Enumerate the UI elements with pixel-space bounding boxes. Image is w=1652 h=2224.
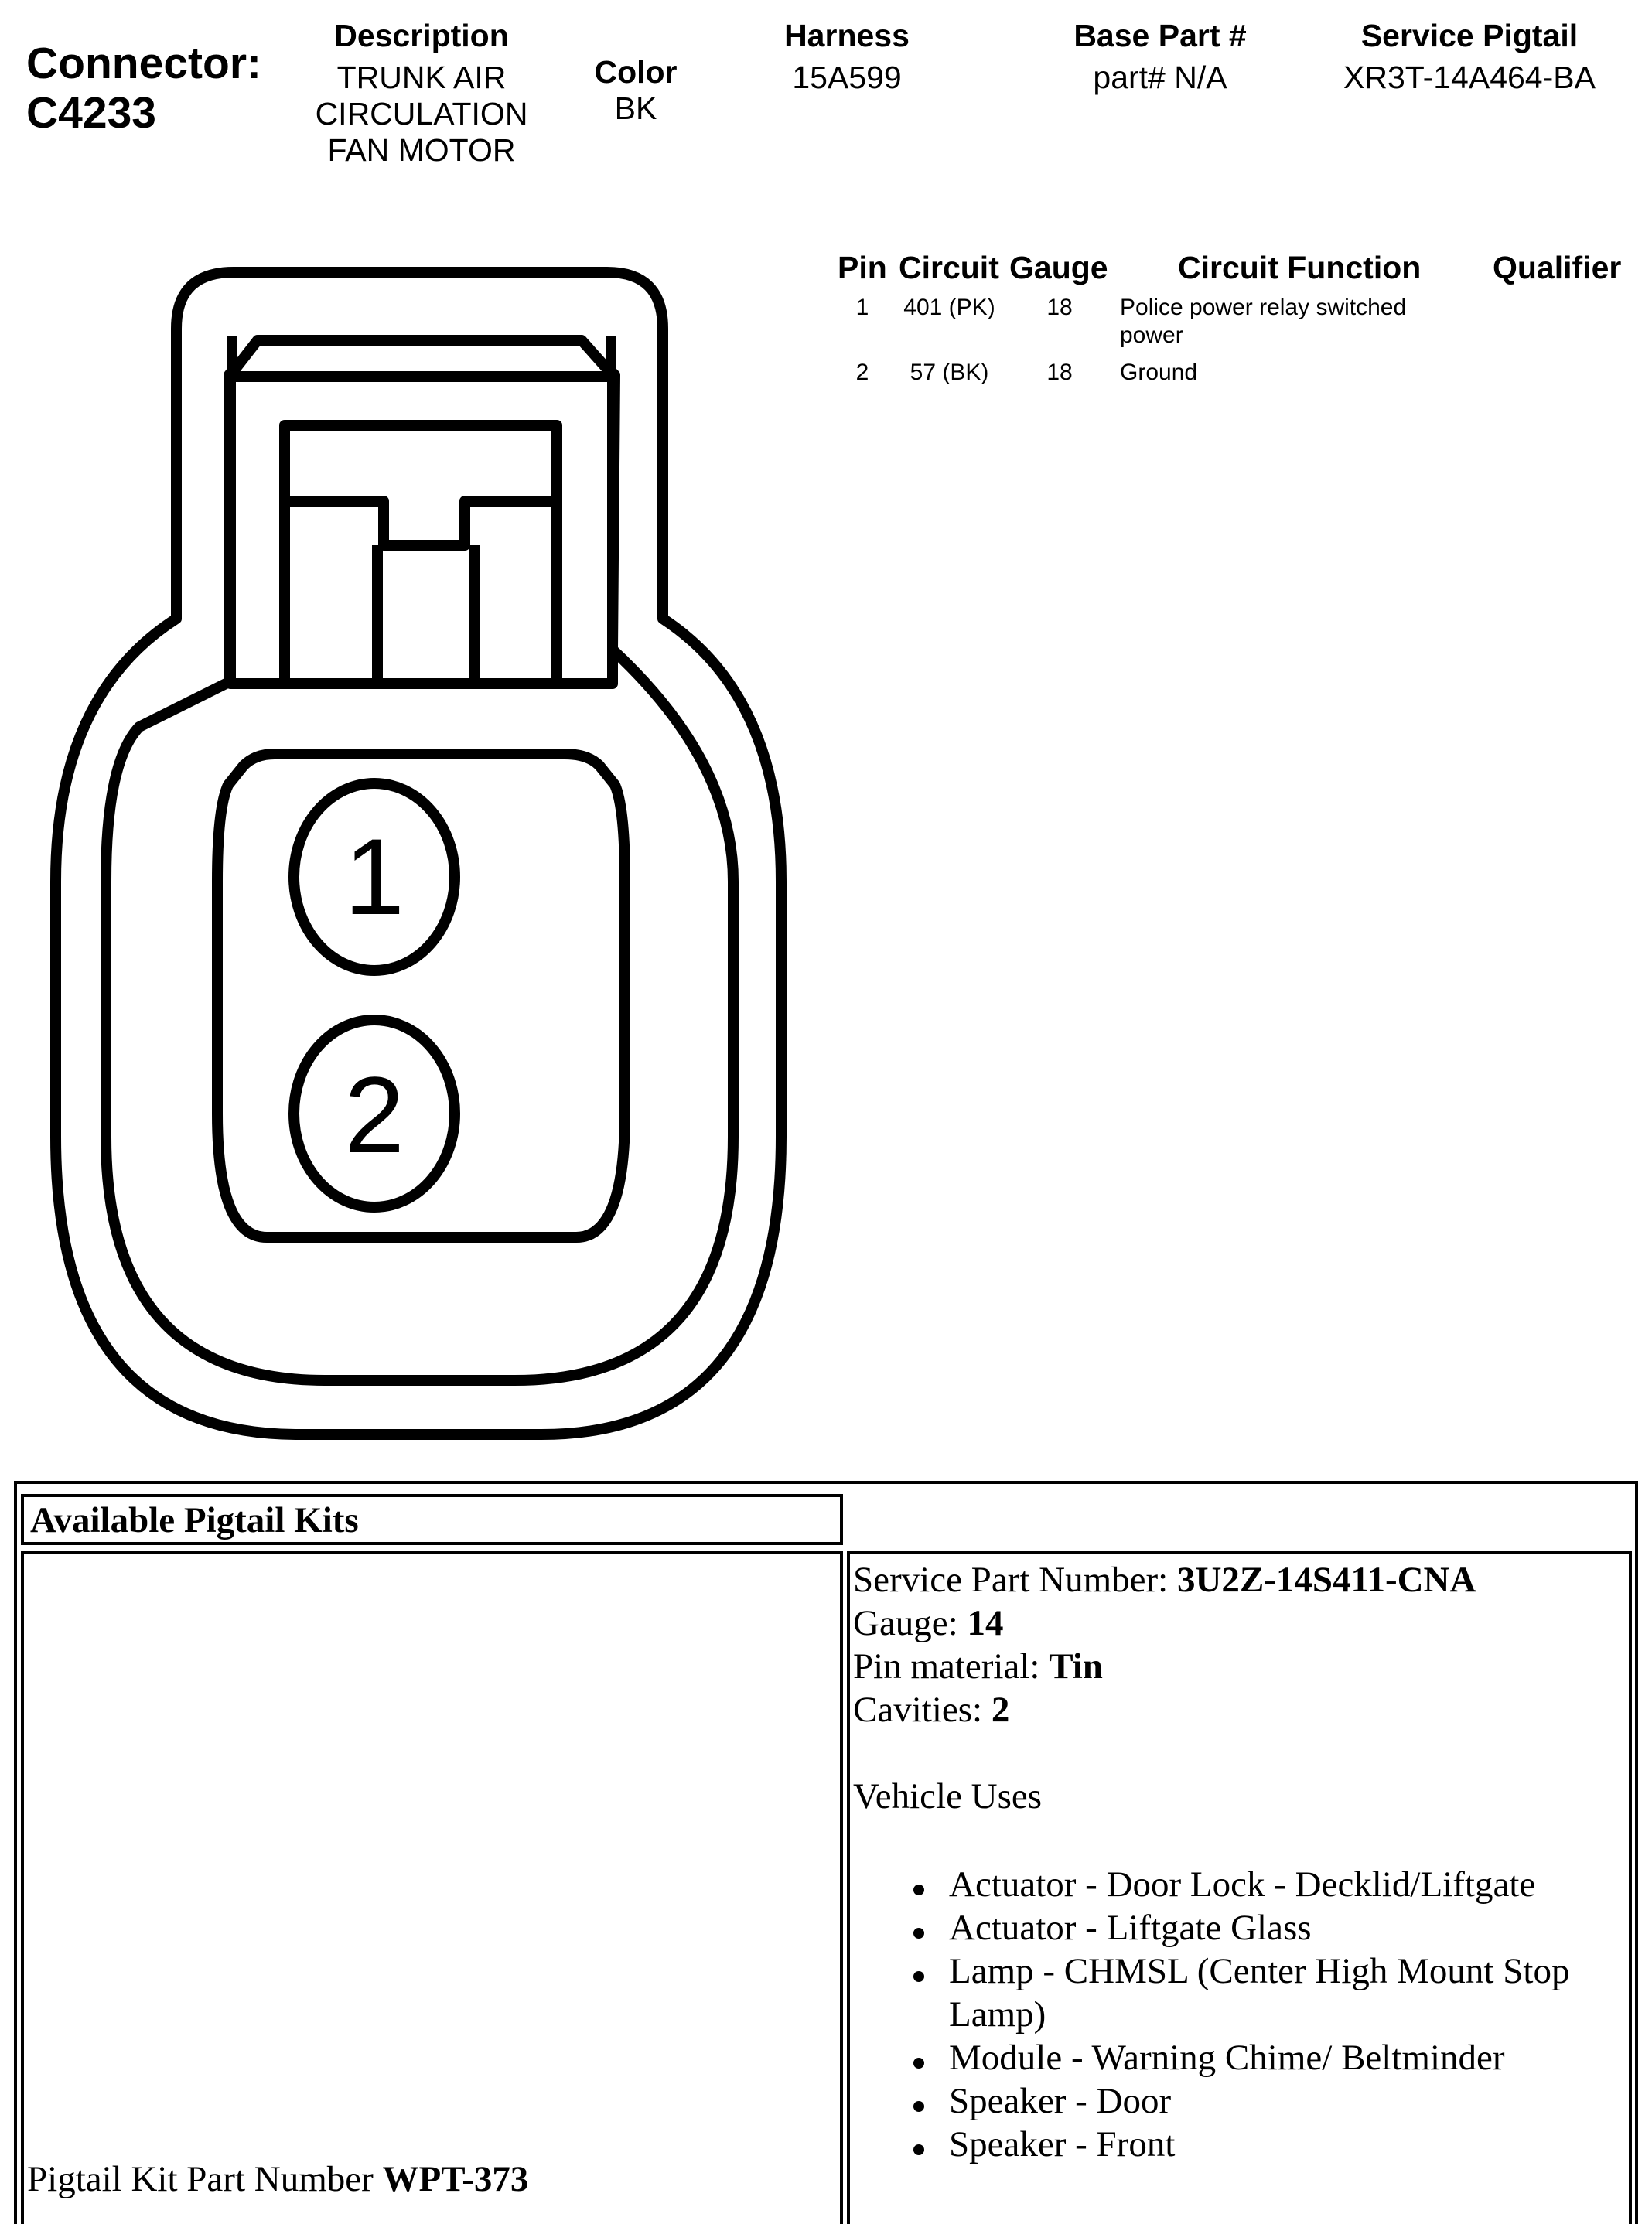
- pin-number: 2: [855, 360, 869, 385]
- pin-gauge: 18: [1046, 295, 1073, 320]
- connector-face-drawing: [0, 232, 804, 1446]
- housing-inner-outline: [106, 336, 733, 1380]
- color-title: Color: [594, 54, 678, 90]
- pigtail-kit-image-cell: [21, 1551, 843, 2224]
- pin-number: 1: [855, 295, 869, 320]
- description-title: Description: [334, 18, 509, 53]
- vehicle-uses-list: [853, 1863, 1619, 2166]
- kit-specs: [853, 1558, 1626, 2166]
- harness-title: Harness: [784, 18, 910, 53]
- list-item: Speaker - Front: [853, 2123, 1619, 2166]
- list-item: Lamp - CHMSL (Center High Mount Stop Lamp): [853, 1949, 1619, 2036]
- description-line: FAN MOTOR: [327, 132, 516, 168]
- spec-service-part-number: [853, 1558, 1626, 1601]
- description-line: CIRCULATION: [315, 96, 528, 131]
- spec-label: Pin material:: [853, 1646, 1050, 1687]
- pin-function: [1120, 294, 1445, 350]
- service-pigtail-column: [1315, 17, 1624, 96]
- spec-value: 3U2Z-14S411-CNA: [1176, 1560, 1476, 1600]
- spec-value: Tin: [1049, 1646, 1103, 1687]
- description-line: TRUNK AIR: [336, 60, 507, 95]
- pin-2-label: 2: [344, 1054, 404, 1175]
- spec-label: Gauge:: [853, 1603, 968, 1643]
- latch-ramp: [285, 501, 557, 545]
- pin-function-line: Police power relay switched: [1120, 295, 1407, 320]
- list-item: Speaker - Door: [853, 2079, 1619, 2123]
- pin-function-line: Ground: [1120, 360, 1198, 385]
- kit-label: Pigtail Kit Part Number: [27, 2159, 383, 2199]
- harness-value: 15A599: [792, 60, 902, 95]
- pin-function: [1120, 359, 1445, 387]
- housing-outer-outline: [56, 272, 781, 1434]
- service-pigtail-title: Service Pigtail: [1360, 18, 1579, 53]
- pin-header: Pin: [838, 250, 887, 285]
- spec-value: 14: [967, 1603, 1004, 1643]
- qualifier-header: Qualifier: [1493, 250, 1622, 285]
- connector-label: Connector:: [26, 39, 261, 88]
- connector-id: C4233: [26, 88, 156, 138]
- list-item: Actuator - Door Lock - Decklid/Liftgate: [853, 1863, 1619, 1906]
- circuit-header: Circuit: [899, 250, 999, 285]
- base-part-value: part# N/A: [1093, 60, 1227, 95]
- vehicle-uses-title: Vehicle Uses: [853, 1776, 1043, 1816]
- spec-label: Service Part Number:: [853, 1560, 1177, 1600]
- cavity-outline: [217, 754, 625, 1237]
- list-item: Actuator - Liftgate Glass: [853, 1906, 1619, 1949]
- spec-label: Cavities:: [853, 1690, 992, 1730]
- pigtail-kits-title: Available Pigtail Kits: [30, 1500, 359, 1540]
- spec-gauge: [853, 1601, 1626, 1645]
- pin-gauge: 18: [1046, 360, 1073, 385]
- pin-function-line: power: [1120, 322, 1183, 348]
- pin-circuit: 401 (PK): [903, 295, 995, 320]
- pigtail-kit-details-cell: [847, 1551, 1632, 2224]
- service-pigtail-value: XR3T-14A464-BA: [1343, 60, 1596, 95]
- connector-heading: [26, 39, 289, 138]
- circuit-function-header: Circuit Function: [1178, 250, 1422, 285]
- pigtail-kit-part-number: [27, 2157, 528, 2201]
- pin-circuit: 57 (BK): [910, 360, 989, 385]
- color-value: BK: [614, 90, 657, 126]
- spec-cavities: [853, 1688, 1626, 1731]
- latch-outline: [285, 425, 557, 684]
- gauge-header: Gauge: [1009, 250, 1108, 285]
- description-column: [305, 17, 538, 169]
- spec-value: 2: [991, 1690, 1010, 1730]
- list-item: Module - Warning Chime/ Beltminder: [853, 2036, 1619, 2079]
- base-part-column: [1036, 17, 1284, 96]
- kit-number: WPT-373: [382, 2159, 529, 2199]
- description-value: [305, 60, 538, 169]
- pin-1-label: 1: [344, 816, 404, 937]
- harness-column: [746, 17, 947, 96]
- color-column: [574, 53, 698, 127]
- pigtail-kits-header-cell: [21, 1494, 843, 1545]
- base-part-title: Base Part #: [1073, 18, 1247, 53]
- spec-pin-material: [853, 1645, 1626, 1688]
